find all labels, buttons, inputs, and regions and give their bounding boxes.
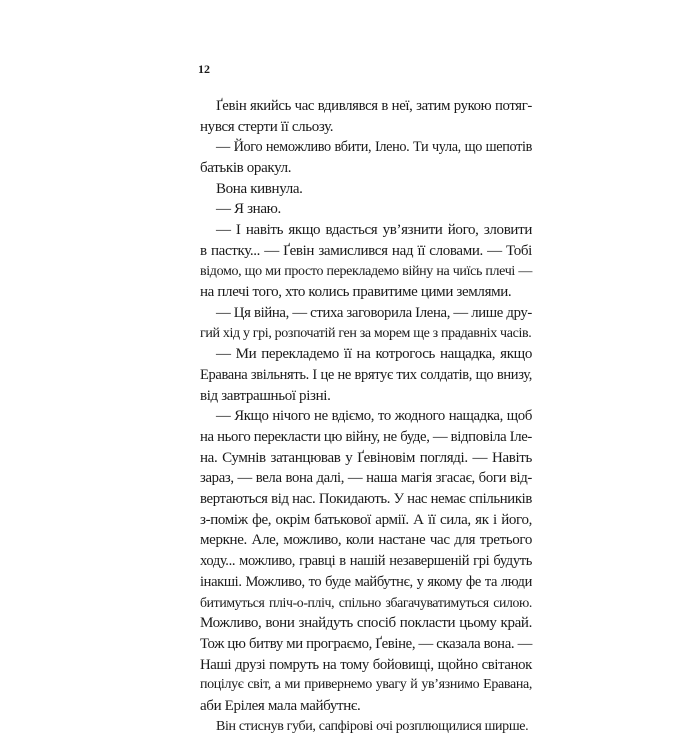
text-line: Ґевін якийсь час вдивлявся в неї, затим рукою потяг-	[216, 98, 532, 114]
text-line: — Ця війна, — стиха заговорила Ілена, — лише дру-	[216, 304, 532, 321]
text-line: гий хід у грі, розпочатій ген за морем ще з прадавніх часів.	[200, 325, 532, 341]
text-line: Наші друзі помруть на тому бойовищі, щойно світанок	[200, 656, 532, 673]
text-line: зараз, — вела вона далі, — наша магія згасає, боги від-	[200, 470, 532, 487]
text-line: від завтрашньої різні.	[200, 387, 331, 404]
text-line: з-поміж фе, окрім батькової армії. А її сила, як і його,	[200, 511, 532, 528]
text-line: Він стиснув губи, сапфірові очі розплющилися ширше.	[216, 718, 529, 734]
text-line: на плечі того, хто колись правитиме цими землями.	[200, 284, 512, 301]
text-line: — Його неможливо вбити, Ілено. Ти чула, що шепотів	[216, 139, 532, 156]
text-line: — Якщо нічого не вдіємо, то жодного нащадка, щоб	[216, 408, 532, 425]
text-line: на. Сумнів затанцював у Ґевіновім погляді. — Навіть	[200, 449, 532, 466]
text-line: Тож цю битву ми програємо, Ґевіне, — сказала вона. —	[200, 635, 532, 652]
text-line: — Ми перекладемо її на котрогось нащадка, якщо	[216, 346, 532, 363]
text-line: аби Ерілея мала майбутнє.	[200, 697, 361, 714]
text-line: поцілує світ, а ми привернемо увагу й ув’язнимо Еравана,	[200, 677, 532, 693]
text-line: нувся стерти її сльозу.	[200, 118, 334, 135]
text-line: на нього перекласти цю війну, не буде, — відповіла Іле-	[200, 429, 532, 445]
text-line: відомо, що ми просто перекладемо війну на чиїсь плечі —	[200, 263, 532, 279]
text-line: інакші. Можливо, то буде майбутнє, у якому фе та люди	[200, 573, 532, 590]
text-line: Еравана звільнять. І це не врятує тих солдатів, що внизу,	[200, 366, 532, 383]
text-line: — Я знаю.	[216, 201, 281, 218]
text-line: батьків оракул.	[200, 160, 292, 177]
text-line: битимуться пліч-о-пліч, спільно збагачуватимуться силою.	[200, 594, 532, 610]
text-line: Вона кивнула.	[216, 180, 303, 197]
text-line: вертаються від нас. Покидають. У нас немає спільників	[200, 491, 532, 508]
page-number: 12	[198, 62, 210, 76]
text-line: — І навіть якщо вдасться ув’язнити його, зловити	[216, 222, 532, 239]
text-line: ходу... можливо, гравці в нашій незавершеній грі будуть	[200, 553, 532, 570]
body-text	[200, 96, 532, 737]
text-line: меркне. Але, можливо, коли настане час для третього	[200, 532, 532, 549]
text-line: Можливо, вони знайдуть спосіб покласти цьому край.	[200, 615, 532, 632]
text-line: в пастку... — Ґевін замислився над її словами. — Тобі	[200, 242, 532, 259]
